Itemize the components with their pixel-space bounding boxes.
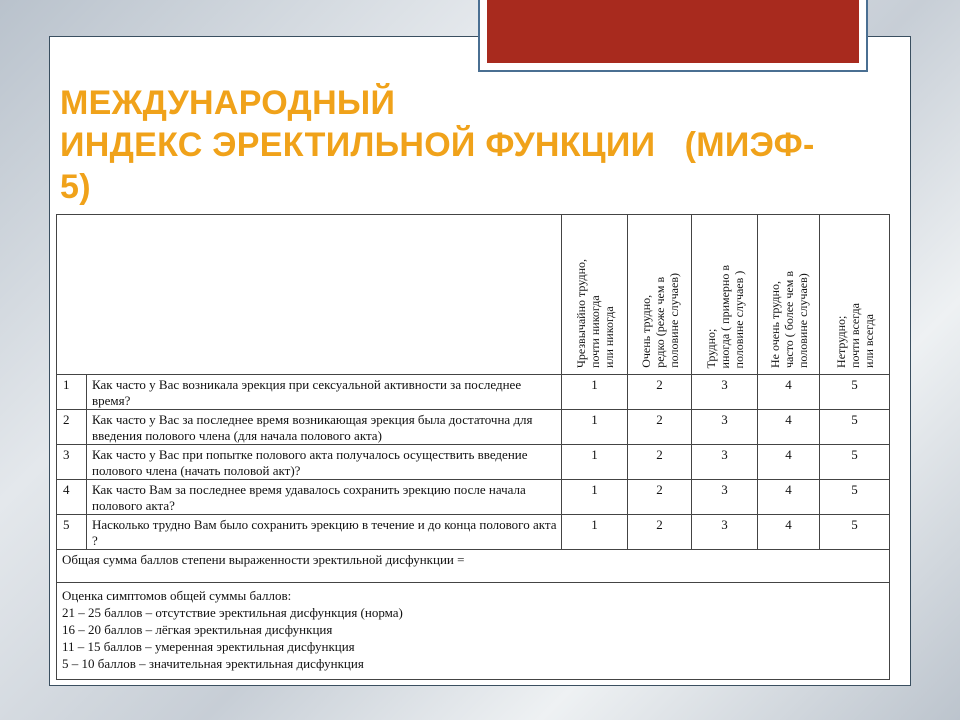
question-number: 5 <box>57 515 87 550</box>
question-text: Как часто Вам за последнее время удавалось сохранить эрекцию после начала полового акта? <box>87 480 562 515</box>
total-row <box>57 550 890 583</box>
accent-box <box>478 0 868 72</box>
title-line-1: МЕЖДУНАРОДНЫЙ <box>60 84 396 122</box>
question-text: Как часто у Вас при попытке полового акта получалось осуществить введение полового члена (начать половой акт)? <box>87 445 562 480</box>
column-header: Трудно; иногда ( примерно в половине случаев ) <box>703 264 746 368</box>
score-cell: 4 <box>758 480 820 515</box>
question-number: 2 <box>57 410 87 445</box>
header-cell <box>820 215 890 375</box>
header-cell <box>758 215 820 375</box>
header-blank-cell <box>57 215 562 375</box>
legend-line: 11 – 15 баллов – умеренная эректильная дисфункция <box>62 639 355 654</box>
table-row <box>57 515 890 550</box>
legend-line: 16 – 20 баллов – лёгкая эректильная дисфункция <box>62 622 333 637</box>
column-header: Нетрудно; почти всегда или всегда <box>833 303 876 368</box>
score-cell: 2 <box>628 375 692 410</box>
table-row <box>57 480 890 515</box>
score-cell: 5 <box>820 445 890 480</box>
legend-row <box>57 583 890 680</box>
score-cell: 1 <box>562 480 628 515</box>
title-line-2: ИНДЕКС ЭРЕКТИЛЬНОЙ ФУНКЦИИ (МИЭФ- <box>60 126 815 164</box>
header-cell <box>628 215 692 375</box>
total-label: Общая сумма баллов степени выраженности эректильной дисфункции = <box>57 550 890 583</box>
score-cell: 1 <box>562 445 628 480</box>
score-cell: 4 <box>758 445 820 480</box>
score-cell: 2 <box>628 515 692 550</box>
score-cell: 3 <box>692 410 758 445</box>
question-number: 4 <box>57 480 87 515</box>
table-row <box>57 410 890 445</box>
score-cell: 3 <box>692 480 758 515</box>
score-cell: 4 <box>758 515 820 550</box>
header-cell <box>562 215 628 375</box>
header-cell <box>692 215 758 375</box>
score-cell: 3 <box>692 515 758 550</box>
score-cell: 5 <box>820 375 890 410</box>
question-number: 3 <box>57 445 87 480</box>
table-row <box>57 375 890 410</box>
table-row <box>57 445 890 480</box>
header-row <box>57 215 890 375</box>
score-legend <box>57 583 890 680</box>
score-cell: 5 <box>820 410 890 445</box>
score-cell: 3 <box>692 445 758 480</box>
score-cell: 4 <box>758 375 820 410</box>
accent-box-fill <box>487 0 859 63</box>
score-cell: 2 <box>628 480 692 515</box>
iief5-table <box>56 214 890 680</box>
title-line-3: 5) <box>60 168 91 206</box>
question-text: Насколько трудно Вам было сохранить эрекцию в течение и до конца полового акта ? <box>87 515 562 550</box>
score-cell: 1 <box>562 515 628 550</box>
column-header: Очень трудно, редко (реже чем в половине случаев) <box>638 273 681 368</box>
score-cell: 2 <box>628 410 692 445</box>
slide-title <box>60 82 900 208</box>
legend-heading: Оценка симптомов общей суммы баллов: <box>62 588 292 603</box>
score-cell: 1 <box>562 410 628 445</box>
legend-line: 5 – 10 баллов – значительная эректильная дисфункция <box>62 656 364 671</box>
column-header: Чрезвычайно трудно, почти никогда или никогда <box>573 259 616 368</box>
score-cell: 1 <box>562 375 628 410</box>
column-header: Не очень трудно, часто ( более чем в половине случаев) <box>767 271 810 368</box>
score-cell: 3 <box>692 375 758 410</box>
score-cell: 5 <box>820 515 890 550</box>
score-cell: 5 <box>820 480 890 515</box>
score-cell: 4 <box>758 410 820 445</box>
question-text: Как часто у Вас возникала эрекция при сексуальной активности за последнее время? <box>87 375 562 410</box>
score-cell: 2 <box>628 445 692 480</box>
question-number: 1 <box>57 375 87 410</box>
question-text: Как часто у Вас за последнее время возникающая эрекция была достаточна для введения полового члена (для начала полового акта) <box>87 410 562 445</box>
legend-line: 21 – 25 баллов – отсутствие эректильная дисфункция (норма) <box>62 605 403 620</box>
